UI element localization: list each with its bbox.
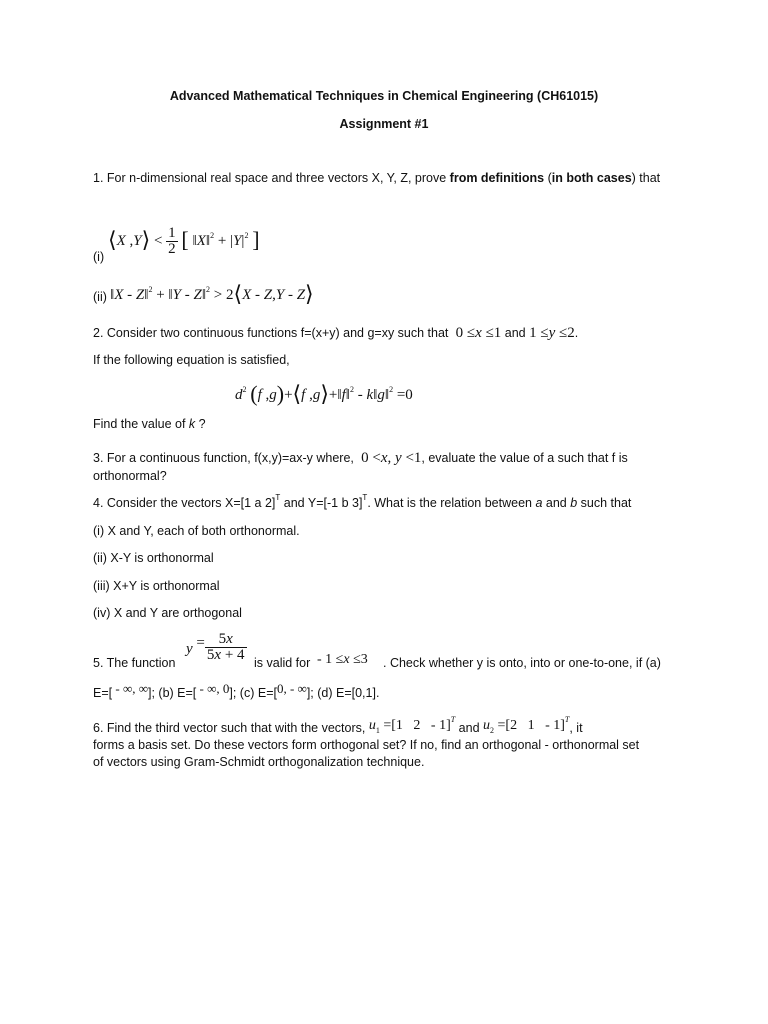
q4-text: and bbox=[542, 496, 571, 510]
question-1 bbox=[93, 169, 672, 187]
q1-text: 1. For n-dimensional real space and three vectors X, Y, Z, prove bbox=[93, 171, 450, 185]
q2-y-range: 1 ≤y ≤2 bbox=[529, 325, 575, 341]
q2-find-text: ? bbox=[195, 417, 206, 431]
q5-interval-c: 0, - ∞ bbox=[276, 681, 307, 696]
question-4 bbox=[93, 494, 672, 512]
q5-text: 5. The function bbox=[93, 656, 176, 670]
q4-text: 4. Consider the vectors X=[1 a 2] bbox=[93, 496, 276, 510]
q4-item: (iii) X+Y is orthonormal bbox=[93, 579, 220, 593]
q4-item: (iv) X and Y are orthogonal bbox=[93, 606, 242, 620]
q5-interval-a: - ∞, ∞ bbox=[112, 681, 148, 696]
q4-transpose: T bbox=[275, 493, 281, 502]
q2-k-variable: k bbox=[188, 417, 196, 431]
q4-text: such that bbox=[577, 496, 632, 510]
q4-var-b: b bbox=[570, 496, 578, 510]
q5-function-equation: y = $\frac{5x}{5x + 4}$ bbox=[186, 631, 245, 663]
q1-part-i-label: (i) bbox=[93, 250, 105, 264]
q4-item: (i) X and Y, each of both orthonormal. bbox=[93, 524, 300, 538]
q1-part-ii-label: (ii) bbox=[93, 290, 107, 304]
q3-text-line2: orthonormal? bbox=[93, 469, 167, 483]
q4-var-a: a bbox=[535, 496, 543, 510]
q2-text: 2. Consider two continuous functions f=(x+y) and g=xy such that bbox=[93, 326, 449, 340]
q5-case-text: ]; (c) E=[ bbox=[229, 686, 277, 700]
question-2 bbox=[93, 324, 672, 342]
q1-part-i-equation: ⟨X ,Y⟩ < $\frac{1}{2}$ [ ‖X‖$^2$ + $|Y|^2$ ] bbox=[108, 225, 260, 257]
q5-case-text: E=[ bbox=[93, 686, 113, 700]
q5-cases bbox=[93, 680, 672, 702]
q6-text: 6. Find the third vector such that with the vectors, bbox=[93, 721, 366, 735]
q5-case-text: ]; (b) E=[ bbox=[148, 686, 197, 700]
q1-emphasis-definitions: from definitions bbox=[449, 171, 545, 185]
document-title: Advanced Mathematical Techniques in Chemical Engineering (CH61015) bbox=[169, 89, 599, 103]
q3-range: 0 <x, y <1 bbox=[357, 450, 422, 466]
q6-text: , it bbox=[569, 721, 583, 735]
q5-text: is valid for bbox=[254, 656, 311, 670]
question-3 bbox=[93, 449, 672, 467]
q6-text-line2: forms a basis set. Do these vectors form orthogonal set? If no, find an orthogonal - orthonormal set bbox=[93, 738, 640, 752]
q3-text: 3. For a continuous function, f(x,y)=ax-y where, bbox=[93, 451, 354, 465]
q1-part-ii-equation: ‖X - Z‖$^2$ + ‖Y - Z‖$^2$ > 2⟨X - Z,Y - Z⟩ bbox=[110, 281, 314, 306]
q6-vector-u1: $u_1 =[1$ 2 - 1]$^T$ bbox=[368, 715, 456, 735]
q2-find-k bbox=[93, 415, 672, 433]
q1-text: ) that bbox=[631, 171, 661, 185]
q2-equation: $d^2$ (f ,g)+⟨f ,g⟩+‖f‖$^2$ - k‖g‖$^2$ =0 bbox=[235, 381, 413, 406]
q4-text: . What is the relation between bbox=[367, 496, 536, 510]
q3-text: , evaluate the value of a such that f is bbox=[421, 451, 628, 465]
q2-condition-text: If the following equation is satisfied, bbox=[93, 353, 290, 367]
q4-item: (ii) X-Y is orthonormal bbox=[93, 551, 214, 565]
q5-case-text: ]; (d) E=[0,1]. bbox=[306, 686, 380, 700]
q1-emphasis-both-cases: in both cases bbox=[551, 171, 632, 185]
assignment-heading: Assignment #1 bbox=[339, 117, 429, 131]
q5-interval-b: - ∞, 0 bbox=[196, 681, 230, 696]
q2-find-text: Find the value of bbox=[93, 417, 189, 431]
q6-vector-u2: $u_2 =[2$ 1 - 1]$^T$ bbox=[483, 715, 570, 735]
q5-domain: - 1 ≤x ≤3 bbox=[317, 652, 368, 667]
q5-text: . Check whether y is onto, into or one-to-one, if (a) bbox=[383, 656, 661, 670]
q6-text-line3: of vectors using Gram-Schmidt orthogonalization technique. bbox=[93, 755, 425, 769]
q4-text: and Y=[-1 b 3] bbox=[280, 496, 363, 510]
q6-and: and bbox=[458, 721, 480, 735]
q2-and: and bbox=[504, 326, 526, 340]
q2-x-range: 0 ≤x ≤1 bbox=[451, 325, 502, 341]
q1-text: ( bbox=[544, 171, 552, 185]
q2-period: . bbox=[574, 326, 579, 340]
q4-transpose: T bbox=[362, 493, 368, 502]
